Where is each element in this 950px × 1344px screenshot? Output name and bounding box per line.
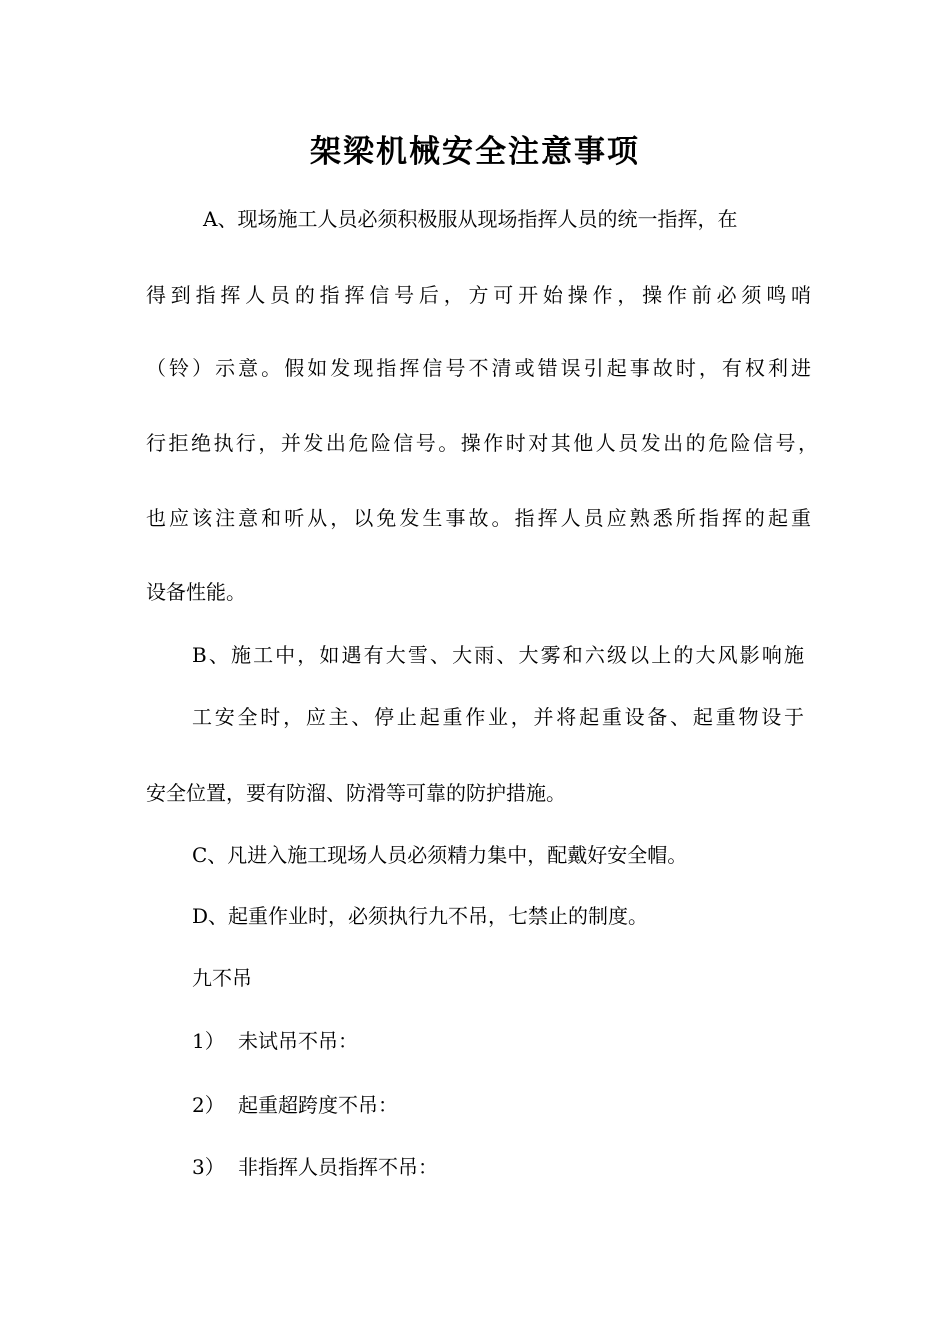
document-title: 架梁机械安全注意事项 [310,134,640,170]
list-item-text: 未试吊不吊： [238,1029,358,1053]
section-a-line-3: （铃）示意。假如发现指挥信号不清或错误引起事故时，有权利进 [146,356,811,380]
list-item-number: 1） [192,1029,225,1053]
section-b-line-2: 工安全时，应主、停止起重作业，并将起重设备、起重物设于 [192,705,804,729]
section-d: D、起重作业时，必须执行九不吊，七禁止的制度。 [192,904,649,928]
list-item-text: 非指挥人员指挥不吊： [238,1155,438,1179]
section-a-line-4: 行拒绝执行，并发出危险信号。操作时对其他人员发出的危险信号， [146,431,818,455]
section-a-line-2: 得到指挥人员的指挥信号后，方可开始操作，操作前必须鸣哨 [146,283,811,307]
section-a-line-6: 设备性能。 [146,580,246,604]
section-b-line-3: 安全位置，要有防溜、防滑等可靠的防护措施。 [146,781,566,805]
subheading: 九不吊 [192,966,252,990]
list-item-text: 起重超跨度不吊： [238,1093,398,1117]
list-item-number: 2） [192,1093,225,1117]
list-item-number: 3） [192,1155,225,1179]
section-b-line-1: B、施工中，如遇有大雪、大雨、大雾和六级以上的大风影响施 [192,643,804,667]
section-c: C、凡进入施工现场人员必须精力集中，配戴好安全帽。 [192,843,688,867]
section-a-line-1: A、现场施工人员必须积极服从现场指挥人员的统一指挥，在 [203,207,738,231]
section-a-line-5: 也应该注意和听从，以免发生事故。指挥人员应熟悉所指挥的起重 [146,506,811,530]
